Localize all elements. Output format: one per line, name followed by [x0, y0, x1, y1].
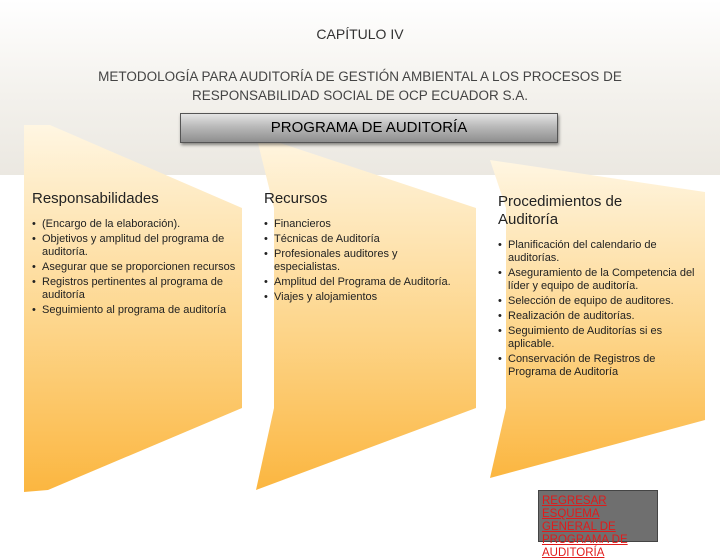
list-item: • (Encargo de la elaboración). [32, 218, 237, 231]
list-item: • Seguimiento de Auditorías si es aplicable. [498, 325, 703, 351]
list-item: • Registros pertinentes al programa de auditoría [32, 276, 237, 302]
column-recursos [264, 190, 464, 306]
chevron-recursos [256, 135, 476, 490]
column-responsabilidades [32, 190, 237, 319]
column-list [264, 218, 464, 304]
column-list [498, 239, 703, 379]
column-title: Recursos [264, 190, 328, 207]
chapter-title: CAPÍTULO IV [316, 26, 404, 42]
list-item: • Profesionales auditores y especialistas. [264, 248, 464, 274]
column-procedimientos [498, 193, 703, 381]
list-item: • Asegurar que se proporcionen recursos [32, 261, 237, 274]
back-link-text[interactable]: REGRESAR ESQUEMA GENERAL DE PROGRAMA DE AUDITORÍA [542, 495, 628, 559]
column-list [32, 218, 237, 317]
list-item: • Seguimiento al programa de auditoría [32, 304, 237, 317]
list-item: • Aseguramiento de la Competencia del líder y equipo de auditoría. [498, 267, 703, 293]
list-item: • Técnicas de Auditoría [264, 233, 464, 246]
list-item: • Conservación de Registros de Programa de Auditoría [498, 353, 703, 379]
list-item: • Financieros [264, 218, 464, 231]
list-item: • Objetivos y amplitud del programa de auditoría. [32, 233, 237, 259]
list-item: • Realización de auditorías. [498, 310, 703, 323]
list-item: • Viajes y alojamientos [264, 291, 464, 304]
list-item: • Amplitud del Programa de Auditoría. [264, 276, 464, 289]
page-subtitle: METODOLOGÍA PARA AUDITORÍA DE GESTIÓN AMBIENTAL A LOS PROCESOS DE RESPONSABILIDAD SOCIAL DE OCP ECUADOR S.A. [98, 69, 622, 103]
list-item: • Selección de equipo de auditores. [498, 295, 703, 308]
column-title: Procedimientos de Auditoría [498, 193, 623, 228]
list-item: • Planificación del calendario de auditorías. [498, 239, 703, 265]
back-link-button[interactable] [538, 490, 658, 559]
program-banner: PROGRAMA DE AUDITORÍA [180, 113, 558, 143]
column-title: Responsabilidades [32, 190, 159, 207]
